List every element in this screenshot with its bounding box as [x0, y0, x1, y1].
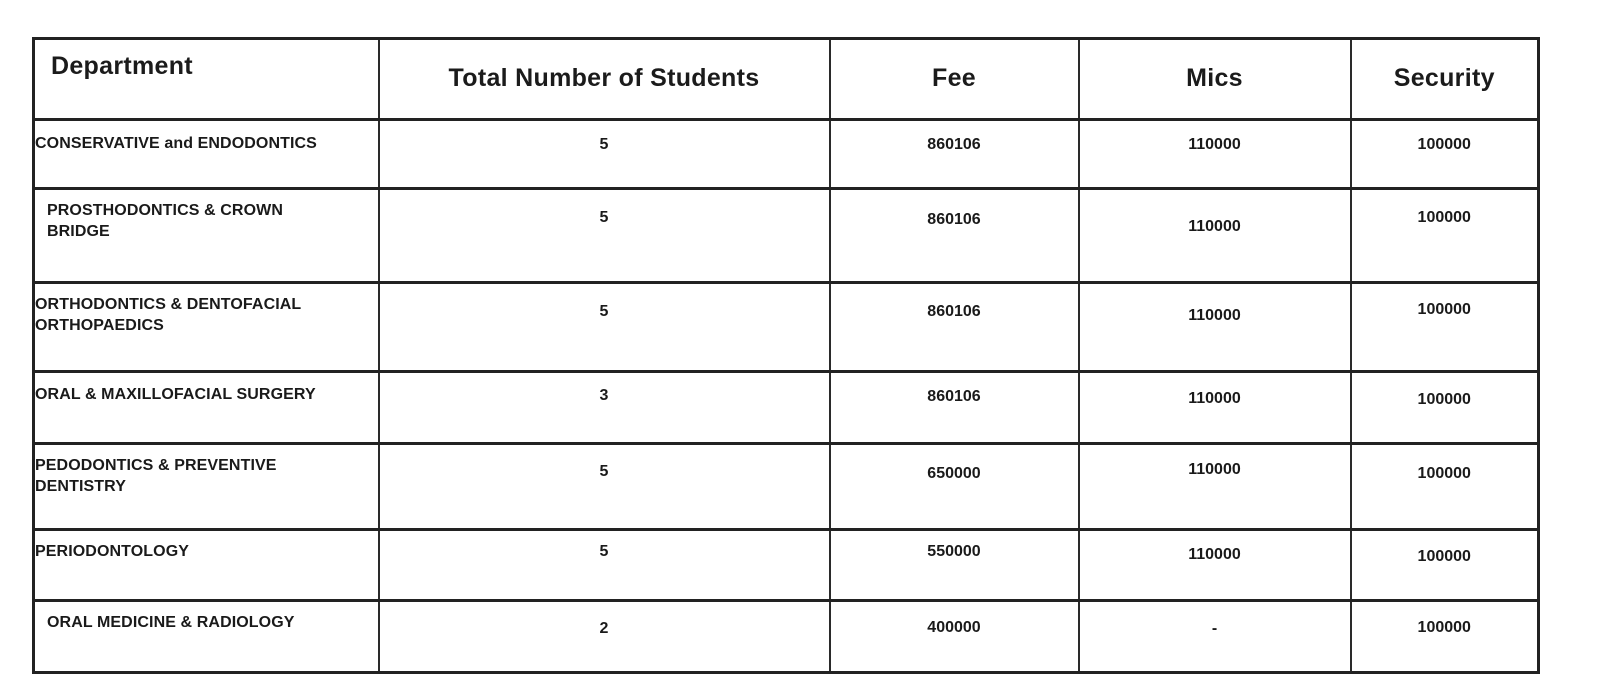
students-cell: 5 — [379, 120, 830, 189]
students-cell: 5 — [379, 530, 830, 601]
security-cell: 100000 — [1351, 444, 1539, 530]
department-cell: CONSERVATIVE and ENDODONTICS — [34, 120, 379, 189]
security-cell: 100000 — [1351, 530, 1539, 601]
department-cell: PROSTHODONTICS & CROWN BRIDGE — [34, 189, 379, 283]
header-department: Department — [34, 39, 379, 120]
students-cell: 5 — [379, 189, 830, 283]
table-row — [34, 601, 1539, 673]
security-cell: 100000 — [1351, 283, 1539, 372]
table-row — [34, 530, 1539, 601]
fee-cell: 650000 — [830, 444, 1079, 530]
security-cell: 100000 — [1351, 120, 1539, 189]
students-cell: 5 — [379, 283, 830, 372]
mics-cell: 110000 — [1079, 283, 1351, 372]
mics-cell: 110000 — [1079, 120, 1351, 189]
students-cell: 2 — [379, 601, 830, 673]
security-cell: 100000 — [1351, 189, 1539, 283]
security-cell: 100000 — [1351, 601, 1539, 673]
table-row — [34, 283, 1539, 372]
mics-cell: 110000 — [1079, 530, 1351, 601]
mics-cell: 110000 — [1079, 372, 1351, 444]
security-cell: 100000 — [1351, 372, 1539, 444]
students-cell: 5 — [379, 444, 830, 530]
department-cell: ORAL MEDICINE & RADIOLOGY — [34, 601, 379, 673]
department-cell: PERIODONTOLOGY — [34, 530, 379, 601]
mics-cell: 110000 — [1079, 189, 1351, 283]
mics-cell: 110000 — [1079, 444, 1351, 530]
fee-cell: 860106 — [830, 120, 1079, 189]
fee-cell: 860106 — [830, 372, 1079, 444]
fee-cell: 860106 — [830, 283, 1079, 372]
header-students: Total Number of Students — [379, 39, 830, 120]
table-row — [34, 444, 1539, 530]
header-row — [34, 39, 1539, 120]
table-row — [34, 120, 1539, 189]
students-cell: 3 — [379, 372, 830, 444]
fee-cell: 860106 — [830, 189, 1079, 283]
department-cell: ORAL & MAXILLOFACIAL SURGERY — [34, 372, 379, 444]
header-mics: Mics — [1079, 39, 1351, 120]
header-fee: Fee — [830, 39, 1079, 120]
table-row — [34, 189, 1539, 283]
fee-cell: 550000 — [830, 530, 1079, 601]
department-cell: PEDODONTICS & PREVENTIVE DENTISTRY — [34, 444, 379, 530]
department-fee-table — [32, 37, 1540, 674]
table-row — [34, 372, 1539, 444]
header-security: Security — [1351, 39, 1539, 120]
mics-cell: - — [1079, 601, 1351, 673]
fee-cell: 400000 — [830, 601, 1079, 673]
department-cell: ORTHODONTICS & DENTOFACIAL ORTHOPAEDICS — [34, 283, 379, 372]
